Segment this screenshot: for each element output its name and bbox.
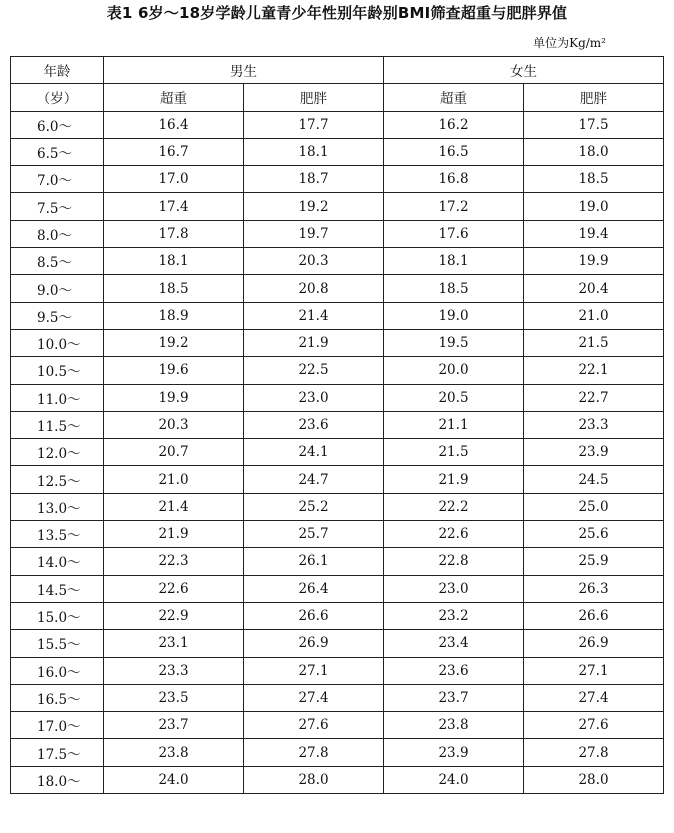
female-obese-cell: 27.4: [524, 684, 664, 711]
table-row: [11, 302, 664, 329]
table-row: [11, 275, 664, 302]
table-row: [11, 575, 664, 602]
age-cell: 15.0～: [11, 602, 104, 629]
table-row: [11, 439, 664, 466]
female-overweight-cell: 23.0: [384, 575, 524, 602]
female-obese-cell: 21.0: [524, 302, 664, 329]
male-overweight-cell: 19.6: [104, 357, 244, 384]
female-obese-cell: 26.3: [524, 575, 664, 602]
female-overweight-cell: 23.9: [384, 739, 524, 766]
male-overweight-cell: 21.4: [104, 493, 244, 520]
table-row: [11, 111, 664, 138]
female-overweight-cell: 22.6: [384, 521, 524, 548]
female-overweight-cell: 16.2: [384, 111, 524, 138]
female-overweight-cell: 16.5: [384, 138, 524, 165]
table-row: [11, 657, 664, 684]
table-row: [11, 138, 664, 165]
table-row: [11, 766, 664, 793]
male-obese-cell: 19.7: [244, 220, 384, 247]
female-overweight-cell: 23.4: [384, 630, 524, 657]
table-row: [11, 466, 664, 493]
header-row-1: [11, 57, 664, 84]
table-row: [11, 329, 664, 356]
age-cell: 18.0～: [11, 766, 104, 793]
male-obese-cell: 22.5: [244, 357, 384, 384]
male-obese-cell: 21.4: [244, 302, 384, 329]
table-row: [11, 193, 664, 220]
male-obese-cell: 19.2: [244, 193, 384, 220]
table-row: [11, 739, 664, 766]
table-row: [11, 684, 664, 711]
age-cell: 14.5～: [11, 575, 104, 602]
male-overweight-cell: 18.5: [104, 275, 244, 302]
age-cell: 6.5～: [11, 138, 104, 165]
female-obese-cell: 17.5: [524, 111, 664, 138]
male-obese-cell: 26.6: [244, 602, 384, 629]
male-obese-cell: 23.6: [244, 411, 384, 438]
age-unit-header: （岁）: [11, 84, 104, 111]
age-cell: 16.5～: [11, 684, 104, 711]
male-obese-cell: 27.4: [244, 684, 384, 711]
female-obese-cell: 28.0: [524, 766, 664, 793]
male-overweight-cell: 23.8: [104, 739, 244, 766]
female-obese-header: 肥胖: [524, 84, 664, 111]
male-overweight-cell: 18.1: [104, 248, 244, 275]
male-overweight-cell: 20.7: [104, 439, 244, 466]
male-obese-cell: 25.7: [244, 521, 384, 548]
female-obese-cell: 21.5: [524, 329, 664, 356]
table-row: [11, 166, 664, 193]
male-overweight-cell: 22.9: [104, 602, 244, 629]
table-row: [11, 548, 664, 575]
male-obese-cell: 26.4: [244, 575, 384, 602]
female-overweight-cell: 24.0: [384, 766, 524, 793]
table-body: [11, 111, 664, 793]
table-row: [11, 602, 664, 629]
male-overweight-header: 超重: [104, 84, 244, 111]
female-obese-cell: 23.9: [524, 439, 664, 466]
female-overweight-cell: 23.8: [384, 712, 524, 739]
male-overweight-cell: 19.9: [104, 384, 244, 411]
age-cell: 7.0～: [11, 166, 104, 193]
male-overweight-cell: 17.8: [104, 220, 244, 247]
male-overweight-cell: 17.0: [104, 166, 244, 193]
female-obese-cell: 19.9: [524, 248, 664, 275]
male-obese-cell: 26.9: [244, 630, 384, 657]
female-obese-cell: 26.6: [524, 602, 664, 629]
table-row: [11, 220, 664, 247]
female-obese-cell: 24.5: [524, 466, 664, 493]
female-overweight-cell: 17.6: [384, 220, 524, 247]
female-overweight-cell: 16.8: [384, 166, 524, 193]
male-overweight-cell: 18.9: [104, 302, 244, 329]
table-row: [11, 384, 664, 411]
male-header: 男生: [104, 57, 384, 84]
male-obese-cell: 28.0: [244, 766, 384, 793]
age-cell: 14.0～: [11, 548, 104, 575]
female-obese-cell: 25.9: [524, 548, 664, 575]
male-obese-cell: 27.1: [244, 657, 384, 684]
table-title: 表1 6岁～18岁学龄儿童青少年性别年龄别BMI筛查超重与肥胖界值: [106, 4, 568, 22]
female-overweight-cell: 22.8: [384, 548, 524, 575]
age-cell: 10.5～: [11, 357, 104, 384]
male-obese-cell: 20.3: [244, 248, 384, 275]
male-obese-cell: 23.0: [244, 384, 384, 411]
male-overweight-cell: 24.0: [104, 766, 244, 793]
female-overweight-cell: 19.0: [384, 302, 524, 329]
age-cell: 8.0～: [11, 220, 104, 247]
female-obese-cell: 19.0: [524, 193, 664, 220]
female-overweight-cell: 21.5: [384, 439, 524, 466]
male-overweight-cell: 22.3: [104, 548, 244, 575]
age-cell: 16.0～: [11, 657, 104, 684]
male-obese-cell: 20.8: [244, 275, 384, 302]
female-overweight-cell: 21.1: [384, 411, 524, 438]
male-overweight-cell: 23.5: [104, 684, 244, 711]
male-obese-cell: 26.1: [244, 548, 384, 575]
male-overweight-cell: 16.7: [104, 138, 244, 165]
female-obese-cell: 27.1: [524, 657, 664, 684]
female-overweight-cell: 20.0: [384, 357, 524, 384]
bmi-table: [10, 56, 664, 794]
age-cell: 10.0～: [11, 329, 104, 356]
female-header: 女生: [384, 57, 664, 84]
female-obese-cell: 27.8: [524, 739, 664, 766]
male-obese-header: 肥胖: [244, 84, 384, 111]
male-overweight-cell: 21.9: [104, 521, 244, 548]
female-overweight-cell: 23.6: [384, 657, 524, 684]
age-cell: 7.5～: [11, 193, 104, 220]
male-overweight-cell: 23.7: [104, 712, 244, 739]
table-row: [11, 357, 664, 384]
female-obese-cell: 20.4: [524, 275, 664, 302]
table-row: [11, 411, 664, 438]
table-row: [11, 712, 664, 739]
female-overweight-cell: 23.7: [384, 684, 524, 711]
male-obese-cell: 21.9: [244, 329, 384, 356]
table-row: [11, 521, 664, 548]
table-header: [11, 57, 664, 112]
age-cell: 12.0～: [11, 439, 104, 466]
table-row: [11, 630, 664, 657]
female-overweight-cell: 22.2: [384, 493, 524, 520]
male-overweight-cell: 21.0: [104, 466, 244, 493]
male-obese-cell: 18.7: [244, 166, 384, 193]
female-obese-cell: 25.0: [524, 493, 664, 520]
male-overweight-cell: 22.6: [104, 575, 244, 602]
age-cell: 11.5～: [11, 411, 104, 438]
male-overweight-cell: 19.2: [104, 329, 244, 356]
age-cell: 8.5～: [11, 248, 104, 275]
female-obese-cell: 27.6: [524, 712, 664, 739]
male-overweight-cell: 16.4: [104, 111, 244, 138]
age-cell: 17.0～: [11, 712, 104, 739]
unit-label: 单位为Kg/m²: [533, 36, 606, 50]
female-overweight-cell: 23.2: [384, 602, 524, 629]
male-obese-cell: 18.1: [244, 138, 384, 165]
age-cell: 6.0～: [11, 111, 104, 138]
female-obese-cell: 25.6: [524, 521, 664, 548]
female-obese-cell: 22.7: [524, 384, 664, 411]
age-cell: 9.5～: [11, 302, 104, 329]
age-cell: 9.0～: [11, 275, 104, 302]
female-overweight-header: 超重: [384, 84, 524, 111]
male-overweight-cell: 20.3: [104, 411, 244, 438]
male-obese-cell: 17.7: [244, 111, 384, 138]
female-obese-cell: 18.5: [524, 166, 664, 193]
female-overweight-cell: 18.5: [384, 275, 524, 302]
male-obese-cell: 27.8: [244, 739, 384, 766]
age-cell: 12.5～: [11, 466, 104, 493]
female-overweight-cell: 20.5: [384, 384, 524, 411]
female-obese-cell: 19.4: [524, 220, 664, 247]
female-overweight-cell: 21.9: [384, 466, 524, 493]
table-row: [11, 493, 664, 520]
table-row: [11, 248, 664, 275]
age-cell: 17.5～: [11, 739, 104, 766]
female-overweight-cell: 17.2: [384, 193, 524, 220]
age-cell: 11.0～: [11, 384, 104, 411]
female-overweight-cell: 19.5: [384, 329, 524, 356]
female-obese-cell: 18.0: [524, 138, 664, 165]
male-overweight-cell: 17.4: [104, 193, 244, 220]
age-cell: 15.5～: [11, 630, 104, 657]
age-cell: 13.5～: [11, 521, 104, 548]
male-obese-cell: 24.7: [244, 466, 384, 493]
male-obese-cell: 24.1: [244, 439, 384, 466]
female-obese-cell: 22.1: [524, 357, 664, 384]
male-overweight-cell: 23.3: [104, 657, 244, 684]
female-obese-cell: 26.9: [524, 630, 664, 657]
male-obese-cell: 25.2: [244, 493, 384, 520]
age-cell: 13.0～: [11, 493, 104, 520]
male-overweight-cell: 23.1: [104, 630, 244, 657]
female-obese-cell: 23.3: [524, 411, 664, 438]
male-obese-cell: 27.6: [244, 712, 384, 739]
female-overweight-cell: 18.1: [384, 248, 524, 275]
age-header: 年龄: [11, 57, 104, 84]
header-row-2: [11, 84, 664, 111]
